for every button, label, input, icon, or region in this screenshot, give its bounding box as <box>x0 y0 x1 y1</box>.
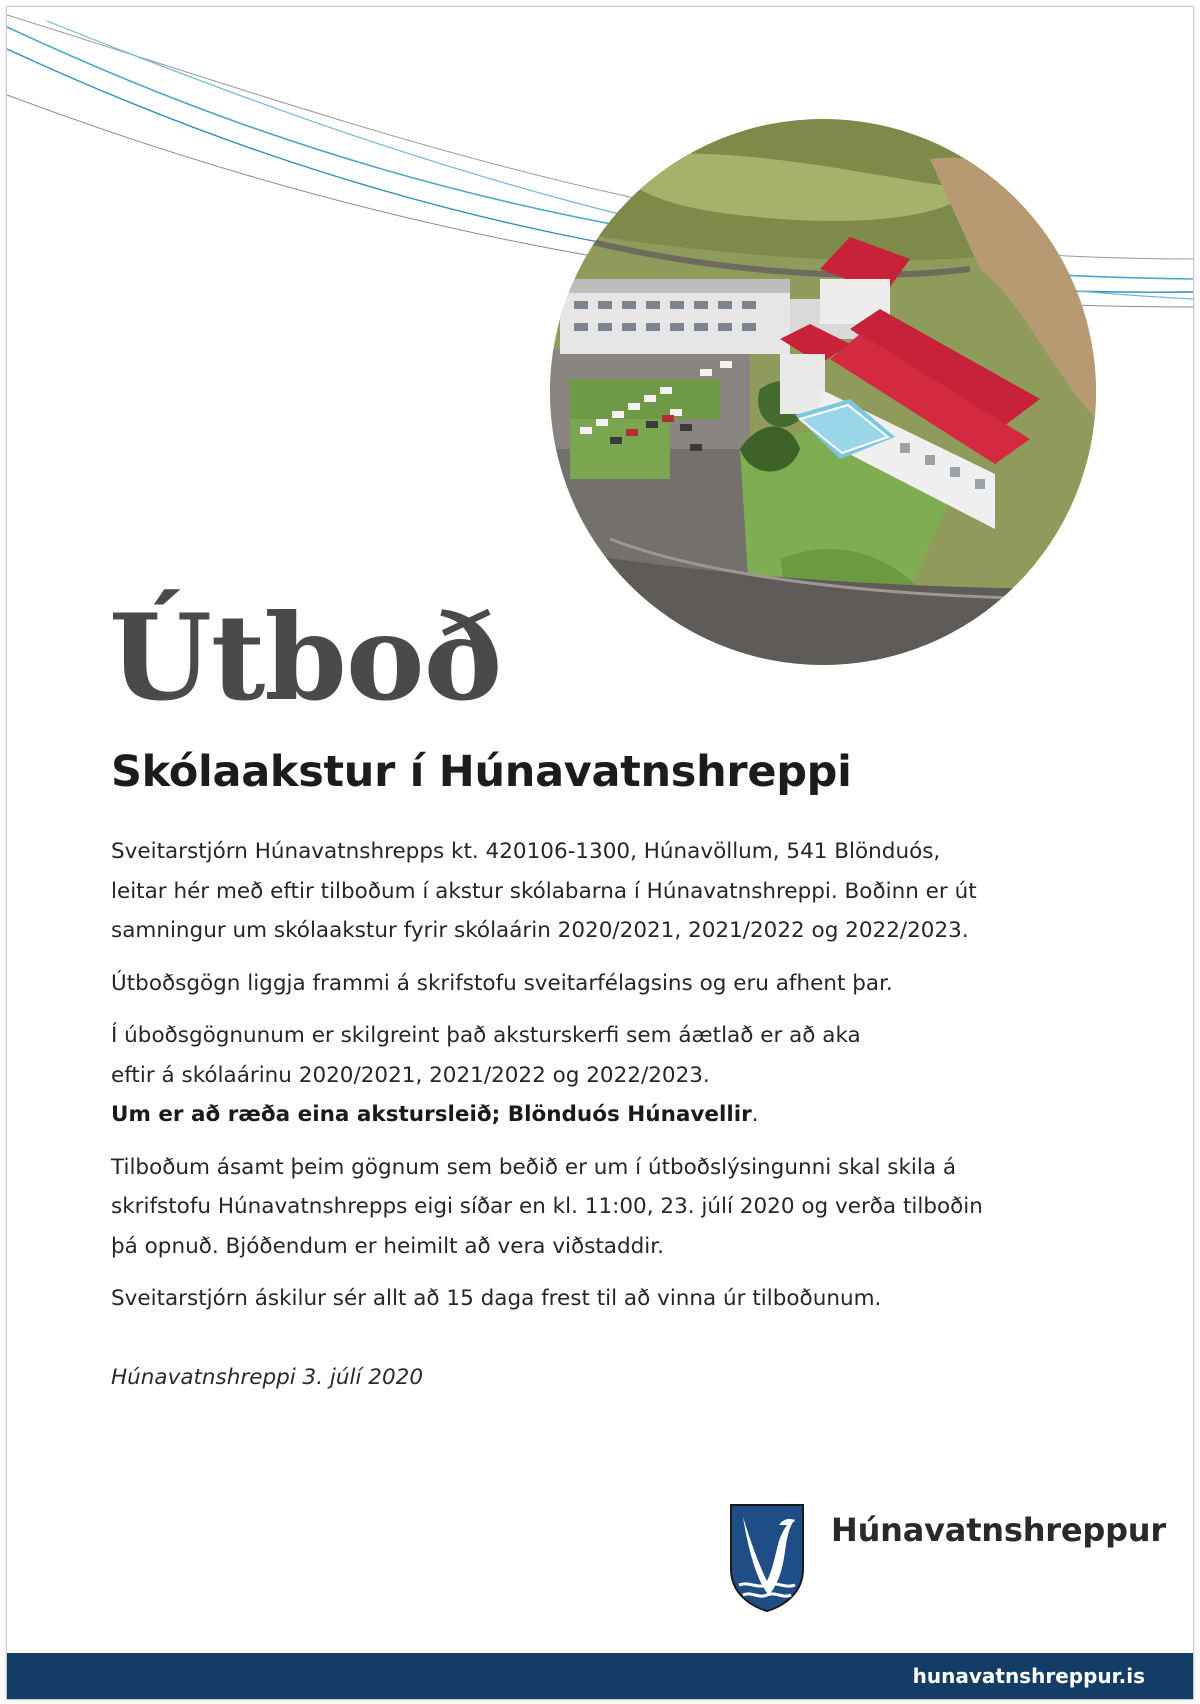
text-line: Tilboðum ásamt þeim gögnum sem beðið er um í útboðslýsingunni skal skila á <box>111 1154 957 1180</box>
text-line: Sveitarstjórn áskilur sér allt að 15 daga frest til að vinna úr tilboðunum. <box>111 1286 882 1311</box>
paragraph-documents <box>111 964 1071 1004</box>
shield-swan-icon <box>729 1503 805 1613</box>
text-line: eftir á skólaárinu 2020/2021, 2021/2022 og 2022/2023. <box>111 1062 710 1088</box>
text-line: Útboðsgögn liggja frammi á skrifstofu sveitarfélagsins og eru afhent þar. <box>111 970 893 996</box>
paragraph-deadline <box>111 1148 1071 1267</box>
route-highlight: Um er að ræða eina akstursleið; Blönduós Húnavellir <box>111 1102 752 1127</box>
footer-bar <box>7 1653 1193 1699</box>
paragraph-route <box>111 1016 1071 1135</box>
text-line <box>111 1095 1071 1135</box>
advertisement-page <box>6 6 1194 1700</box>
municipality-name: Húnavatnshreppur <box>831 1511 1166 1549</box>
website-link[interactable]: hunavatnshreppur.is <box>912 1664 1145 1688</box>
aerial-school-photo <box>550 119 1096 665</box>
paragraph-intro <box>111 832 1071 951</box>
signature-date: Húnavatnshreppi 3. júlí 2020 <box>111 1365 423 1390</box>
announcement-body <box>111 832 1071 1332</box>
text-line: þá opnuð. Bjóðendum er heimilt að vera viðstaddir. <box>111 1233 664 1259</box>
text-line: samningur um skólaakstur fyrir skólaárin 2020/2021, 2021/2022 og 2022/2023. <box>111 918 969 943</box>
text-line: leitar hér með eftir tilboðum í akstur skólabarna í Húnavatnshreppi. Boðinn er út <box>111 878 977 904</box>
page-subtitle: Skólaakstur í Húnavatnshreppi <box>111 747 852 797</box>
text-line: Sveitarstjórn Húnavatnshrepps kt. 420106-1300, Húnavöllum, 541 Blönduós, <box>111 839 941 864</box>
paragraph-reservation <box>111 1279 1071 1319</box>
route-period: . <box>751 1102 759 1127</box>
page-title: Útboð <box>109 588 502 727</box>
text-line: Í úboðsgögnunum er skilgreint það aksturskerfi sem áætlað er að aka <box>111 1023 861 1048</box>
text-line: skrifstofu Húnavatnshrepps eigi síðar en kl. 11:00, 23. júlí 2020 og verða tilboðin <box>111 1194 983 1219</box>
